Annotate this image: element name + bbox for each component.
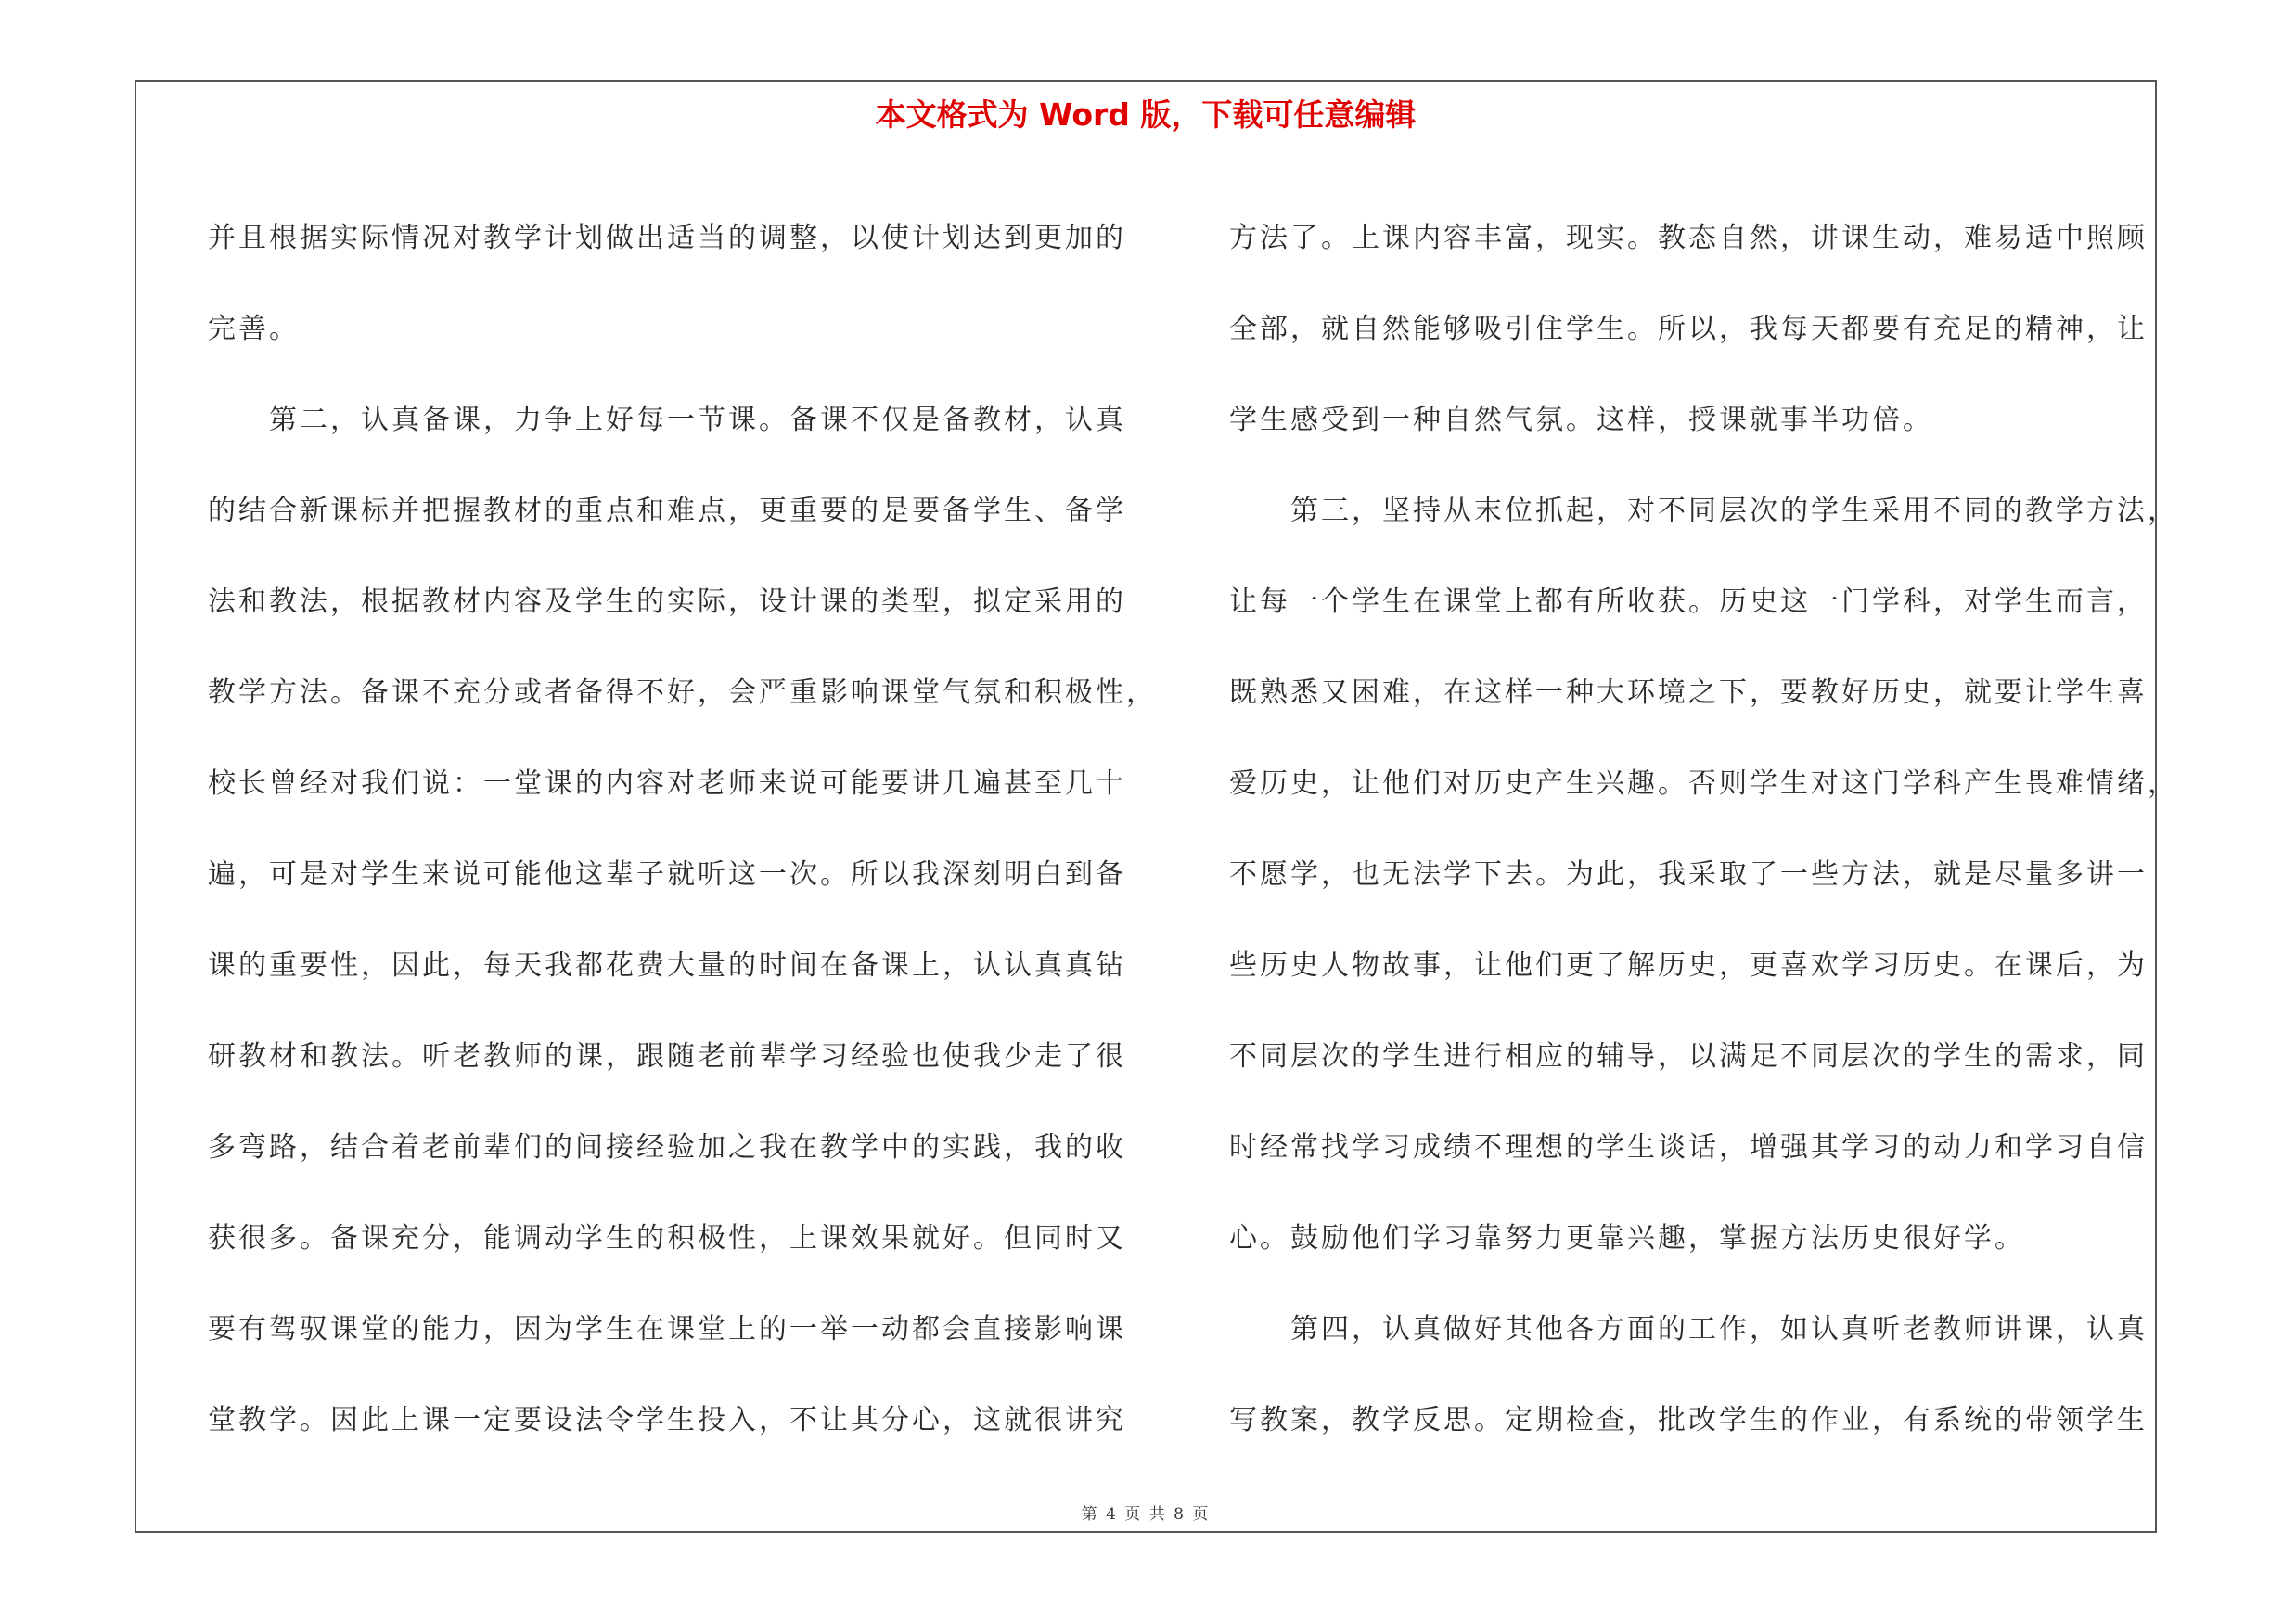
text-line: 些历史人物故事，让他们更了解历史，更喜欢学习历史。在课后，为 <box>1229 949 2148 982</box>
text-line: 既熟悉又困难，在这样一种大环境之下，要教好历史，就要让学生喜 <box>1229 676 2148 709</box>
text-line: 法和教法，根据教材内容及学生的实际，设计课的类型，拟定采用的 <box>208 586 1126 618</box>
text-line: 不同层次的学生进行相应的辅导，以满足不同层次的学生的需求，同 <box>1229 1040 2148 1073</box>
text-line: 学生感受到一种自然气氛。这样，授课就事半功倍。 <box>1229 404 1933 436</box>
page-number: 第 4 页 共 8 页 <box>1081 1505 1211 1524</box>
text-line: 爱历史，让他们对历史产生兴趣。否则学生对这门学科产生畏难情绪， <box>1229 767 2178 800</box>
text-line: 写教案，教学反思。定期检查，批改学生的作业，有系统的带领学生 <box>1229 1404 2148 1436</box>
text-line: 并且根据实际情况对教学计划做出适当的调整，以使计划达到更加的 <box>208 222 1126 254</box>
text-line: 让每一个学生在课堂上都有所收获。历史这一门学科，对学生而言， <box>1229 586 2148 618</box>
text-line: 时经常找学习成绩不理想的学生谈话，增强其学习的动力和学习自信 <box>1229 1131 2148 1164</box>
right-column <box>1229 193 2178 1466</box>
text-line: 全部，就自然能够吸引住学生。所以，我每天都要有充足的精神，让 <box>1229 313 2148 345</box>
text-line: 获很多。备课充分，能调动学生的积极性，上课效果就好。但同时又 <box>208 1222 1126 1255</box>
text-line: 研教材和教法。听老教师的课，跟随老前辈学习经验也使我少走了很 <box>208 1040 1126 1073</box>
page-frame <box>135 80 2178 1533</box>
paragraph-start-line: 第三，坚持从末位抓起，对不同层次的学生采用不同的教学方法， <box>1290 495 2178 527</box>
paragraph-start-line: 第四，认真做好其他各方面的工作，如认真听老教师讲课，认真 <box>1290 1313 2148 1346</box>
text-line: 完善。 <box>208 313 300 345</box>
text-line: 心。鼓励他们学习靠努力更靠兴趣，掌握方法历史很好学。 <box>1229 1222 2025 1255</box>
text-line: 要有驾驭课堂的能力，因为学生在课堂上的一举一动都会直接影响课 <box>208 1313 1126 1346</box>
text-line: 的结合新课标并把握教材的重点和难点，更重要的是要备学生、备学 <box>208 495 1126 527</box>
text-line: 校长曾经对我们说：一堂课的内容对老师来说可能要讲几遍甚至几十 <box>208 767 1126 800</box>
format-banner: 本文格式为 Word 版，下载可任意编辑 <box>875 97 1417 133</box>
text-line: 课的重要性，因此，每天我都花费大量的时间在备课上，认认真真钻 <box>208 949 1126 982</box>
text-line: 方法了。上课内容丰富，现实。教态自然，讲课生动，难易适中照顾 <box>1229 222 2148 254</box>
text-line: 多弯路，结合着老前辈们的间接经验加之我在教学中的实践，我的收 <box>208 1131 1126 1164</box>
text-line: 堂教学。因此上课一定要设法令学生投入，不让其分心，这就很讲究 <box>208 1404 1126 1436</box>
text-line: 教学方法。备课不充分或者备得不好，会严重影响课堂气氛和积极性， <box>208 676 1157 709</box>
left-column <box>208 193 1157 1466</box>
text-line: 遍，可是对学生来说可能他这辈子就听这一次。所以我深刻明白到备 <box>208 858 1126 891</box>
text-line: 不愿学，也无法学下去。为此，我采取了一些方法，就是尽量多讲一 <box>1229 858 2148 891</box>
paragraph-start-line: 第二，认真备课，力争上好每一节课。备课不仅是备教材，认真 <box>269 404 1126 436</box>
